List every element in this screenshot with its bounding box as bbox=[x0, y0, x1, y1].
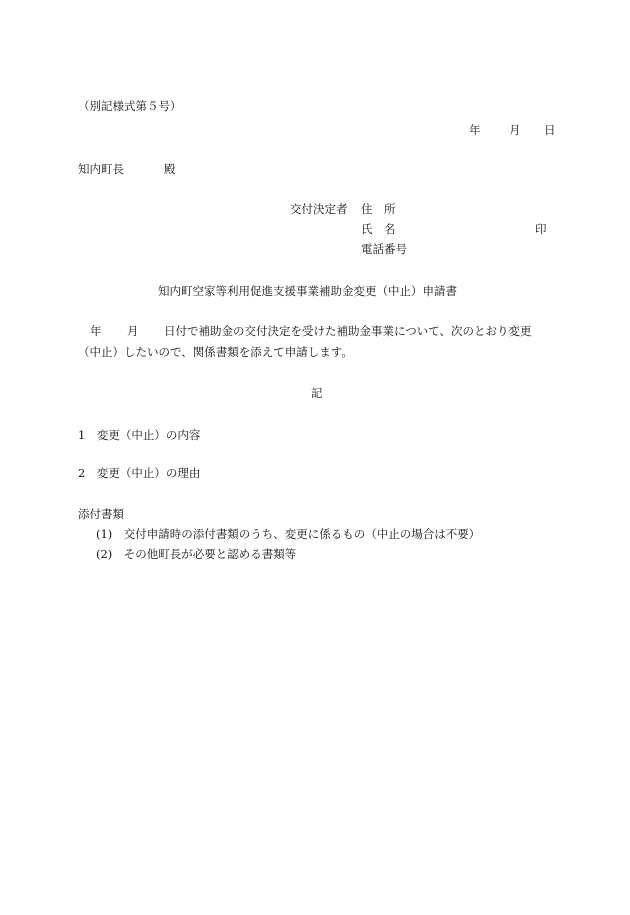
body-line-2: （中止）したいので、関係書類を添えて申請します。 bbox=[78, 345, 353, 359]
applicant-address-label: 住 所 bbox=[361, 202, 396, 216]
body-line-1: 日付で補助金の交付決定を受けた補助金事業について、次のとおり変更 bbox=[164, 324, 532, 338]
seal-mark: 印 bbox=[535, 222, 547, 236]
item-1: 1 変更（中止）の内容 bbox=[78, 428, 201, 442]
applicant-role-label: 交付決定者 bbox=[290, 202, 348, 216]
applicant-phone-label: 電話番号 bbox=[361, 242, 407, 256]
item-2: 2 変更（中止）の理由 bbox=[78, 466, 201, 480]
date-month-label: 月 bbox=[509, 123, 521, 137]
form-number: （別記様式第５号） bbox=[78, 99, 182, 113]
addressee-name: 知内町長 bbox=[78, 162, 124, 176]
attachments-heading: 添付書類 bbox=[78, 507, 124, 521]
ki-heading: 記 bbox=[311, 386, 323, 400]
body-year-label: 年 bbox=[90, 324, 102, 338]
addressee-honorific: 殿 bbox=[164, 162, 176, 176]
attachment-item-2: (2) その他町長が必要と認める書類等 bbox=[96, 547, 297, 561]
applicant-name-label: 氏 名 bbox=[361, 222, 396, 236]
date-day-label: 日 bbox=[544, 123, 556, 137]
date-year-label: 年 bbox=[469, 123, 481, 137]
body-month-label: 月 bbox=[127, 324, 139, 338]
attachment-item-1: (1) 交付申請時の添付書類のうち、変更に係るもの（中止の場合は不要） bbox=[96, 527, 481, 541]
document-title: 知内町空家等利用促進支援事業補助金変更（中止）申請書 bbox=[158, 284, 457, 298]
